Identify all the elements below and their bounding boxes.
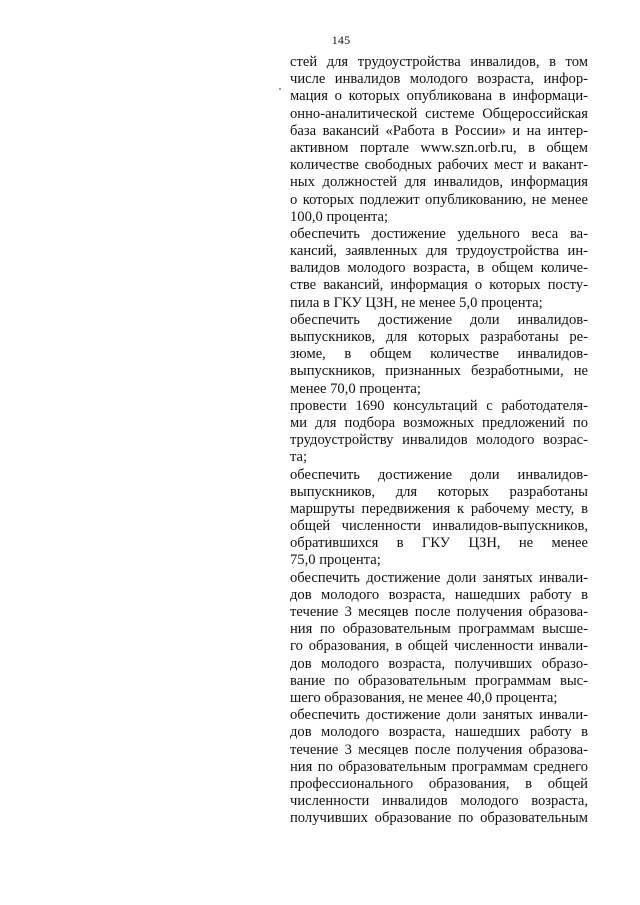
text-line: профессионального образования, в общей	[290, 775, 588, 792]
text-line: стей для трудоустройства инвалидов, в том	[290, 54, 588, 70]
text-line: 100,0 процента;	[290, 208, 389, 225]
text-line: течение 3 месяцев после получения образова-	[290, 741, 588, 758]
text-line: онно-аналитической системе Общероссийская	[290, 105, 588, 122]
margin-speck	[279, 88, 281, 90]
document-body	[290, 54, 588, 827]
text-line: дов молодого возраста, нашедших работу в	[290, 586, 588, 603]
text-line: количестве свободных рабочих мест и вакант-	[290, 157, 588, 174]
text-line: обеспечить достижение доли занятых инвали-	[290, 569, 588, 586]
text-line: обеспечить достижение доли инвалидов-	[290, 466, 588, 483]
text-line: обеспечить достижение доли занятых инвали-	[290, 707, 588, 724]
text-line: трудоустройству инвалидов молодого возрас-	[290, 432, 588, 449]
text-line: обеспечить достижение удельного веса ва-	[290, 225, 588, 242]
text-line: численности инвалидов молодого возраста,	[290, 793, 588, 810]
page-number: 145	[331, 33, 351, 47]
text-line: пила в ГКУ ЦЗН, не менее 5,0 процента;	[290, 294, 543, 311]
text-line: обеспечить достижение доли инвалидов-	[290, 311, 588, 328]
text-line: стве вакансий, информация о которых посту-	[290, 277, 588, 294]
text-line: зюме, в общем количестве инвалидов-	[290, 346, 588, 363]
text-line: валидов молодого возраста, в общем количе-	[290, 260, 588, 277]
text-line: го образования, в общей численности инвали-	[290, 638, 588, 655]
text-line: менее 70,0 процента;	[290, 380, 421, 397]
text-line: база вакансий «Работа в России» и на интер-	[290, 122, 588, 139]
text-line: дов молодого возраста, нашедших работу в	[290, 724, 588, 741]
text-line: мация о которых опубликована в информаци-	[290, 88, 588, 105]
text-line: активном портале www.szn.orb.ru, в общем	[290, 139, 588, 156]
text-line: ми для подбора возможных предложений по	[290, 414, 588, 431]
text-line: маршруты передвижения к рабочему месту, в	[290, 500, 588, 517]
text-line: числе инвалидов молодого возраста, инфор-	[290, 71, 588, 88]
cut-off-next-line	[290, 894, 590, 905]
text-line: шего образования, не менее 40,0 процента;	[290, 689, 558, 706]
text-line: провести 1690 консультаций с работодателя-	[290, 397, 588, 414]
text-line: о которых подлежит опубликованию, не менее	[290, 191, 588, 208]
text-line: общей численности инвалидов-выпускников,	[290, 518, 588, 535]
text-line: дов молодого возраста, получивших образо-	[290, 655, 588, 672]
text-line: выпускников, признанных безработными, не	[290, 363, 588, 380]
text-line: кансий, заявленных для трудоустройства ин-	[290, 243, 588, 260]
text-line: ния по образовательным программам высше-	[290, 621, 588, 638]
text-line: ных должностей для инвалидов, информация	[290, 174, 588, 191]
text-line: выпускников, для которых разработаны	[290, 483, 588, 500]
text-line: обратившихся в ГКУ ЦЗН, не менее	[290, 535, 588, 552]
text-line: вание по образовательным программам выс-	[290, 672, 588, 689]
text-line: получивших образование по образовательным	[290, 810, 588, 827]
text-line: выпускников, для которых разработаны ре-	[290, 329, 588, 345]
text-line: 75,0 процента;	[290, 552, 381, 569]
text-line: течение 3 месяцев после получения образова-	[290, 604, 588, 620]
text-line: та;	[290, 449, 308, 466]
text-line: ния по образовательным программам среднего	[290, 758, 588, 775]
